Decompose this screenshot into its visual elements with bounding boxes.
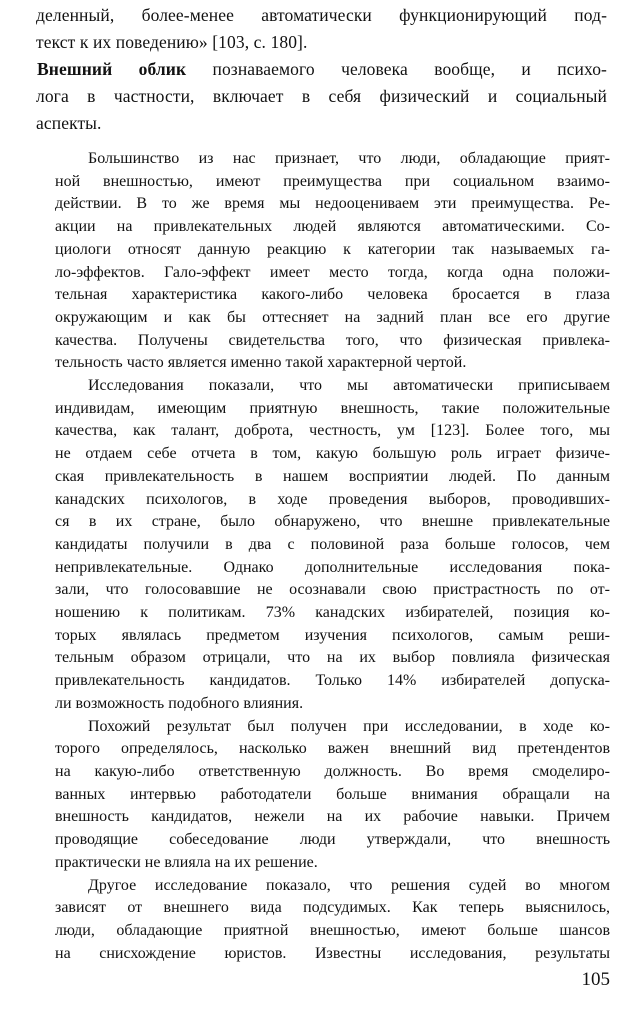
text-line: качества. Получены свидетельства того, что физическая привлека-: [55, 331, 610, 349]
intro-line-rest: познаваемого человека вообще, и психо-: [186, 59, 607, 79]
text-line: циологи относят данную реакцию к категории так называемых га-: [55, 240, 610, 258]
intro-line: аспекты.: [36, 113, 102, 133]
intro-line: деленный, более-менее автоматически функционирующий под-: [36, 5, 607, 25]
text-line: тельность часто является именно такой характерной чертой.: [55, 354, 467, 372]
text-line: действии. В то же время мы недооцениваем эти преимущества. Ре-: [55, 195, 610, 213]
page-number: 105: [581, 969, 610, 990]
text-line: ной внешностью, имеют преимущества при социальном взаимо-: [55, 172, 610, 190]
text-line: индивидам, имеющим приятную внешность, такие положительные: [55, 399, 610, 417]
text-line: Другое исследование показало, что решения судей во многом: [88, 876, 610, 894]
text-line: люди, обладающие приятной внешностью, имеют больше шансов: [55, 921, 610, 939]
text-line: не отдаем себе отчета в том, какую большую роль играет физиче-: [55, 445, 610, 463]
paragraph-1: [55, 148, 610, 375]
text-line: привлекательность кандидатов. Только 14% избирателей допуска-: [55, 672, 610, 690]
text-line: тельная характеристика какого-либо человека бросается в глаза: [55, 286, 610, 304]
text-line: ская привлекательность в нашем восприятии людей. По данным: [55, 467, 610, 485]
text-line: Исследования показали, что мы автоматически приписываем: [88, 377, 610, 395]
text-line: на снисхождение юристов. Известны исследования, результаты: [55, 944, 610, 962]
text-line: ло-эффектов. Гало-эффект имеет место тогда, когда одна положи-: [55, 263, 610, 281]
text-line: акции на привлекательных людей являются автоматическими. Со-: [55, 218, 610, 236]
text-line: проводящие собеседование люди утверждали, что внешность: [55, 831, 610, 849]
text-line: тельным образом отрицали, что на их выбор повлияла физическая: [55, 649, 610, 667]
text-line: Большинство из нас признает, что люди, обладающие прият-: [88, 150, 610, 167]
text-line: зали, что голосовавшие не осознавали свою пристрастность по от-: [55, 581, 610, 599]
paragraph-3: [55, 716, 610, 875]
text-line: ли возможность подобного влияния.: [55, 694, 304, 712]
paragraph-4: [55, 875, 610, 966]
text-line: непривлекательные. Однако дополнительные исследования пока-: [55, 558, 610, 576]
text-line: практически не влияла на их решение.: [55, 853, 318, 871]
text-line: канадских психологов, в ходе проведения выборов, проводивших-: [55, 490, 610, 508]
text-line: ся в их стране, было обнаружено, что внешне привлекательные: [55, 513, 610, 531]
text-line: окружающим и как бы оттесняет на задний план все его другие: [55, 308, 610, 326]
text-line: на какую-либо ответственную должность. Во время смоделиро-: [55, 762, 610, 780]
intro-text: [36, 2, 607, 137]
text-line: зависят от внешнего вида подсудимых. Как теперь выяснилось,: [55, 899, 610, 917]
text-line: кандидаты получили в два с половиной раза больше голосов, чем: [55, 535, 610, 553]
intro-line: текст к их поведению» [103, с. 180].: [36, 32, 308, 52]
text-line: ванных интервью работодатели больше внимания обращали на: [55, 785, 610, 803]
intro-line: [36, 56, 607, 83]
intro-line: лога в частности, включает в себя физический и социальный: [36, 86, 607, 106]
bold-term: Внешний облик: [37, 59, 187, 79]
quoted-text-block: [55, 148, 610, 965]
text-line: внешность кандидатов, нежели на их рабочие навыки. Причем: [55, 808, 610, 826]
text-line: Похожий результат был получен при исследовании, в ходе ко-: [88, 717, 610, 735]
text-line: торого определялось, насколько важен внешний вид претендентов: [55, 740, 610, 758]
text-line: торых являлась предметом изучения психологов, самым реши-: [55, 626, 610, 644]
text-line: ношению к политикам. 73% канадских избирателей, позиция ко-: [55, 604, 610, 622]
paragraph-2: [55, 375, 610, 716]
text-line: качества, как талант, доброта, честность, ум [123]. Более того, мы: [55, 422, 610, 440]
